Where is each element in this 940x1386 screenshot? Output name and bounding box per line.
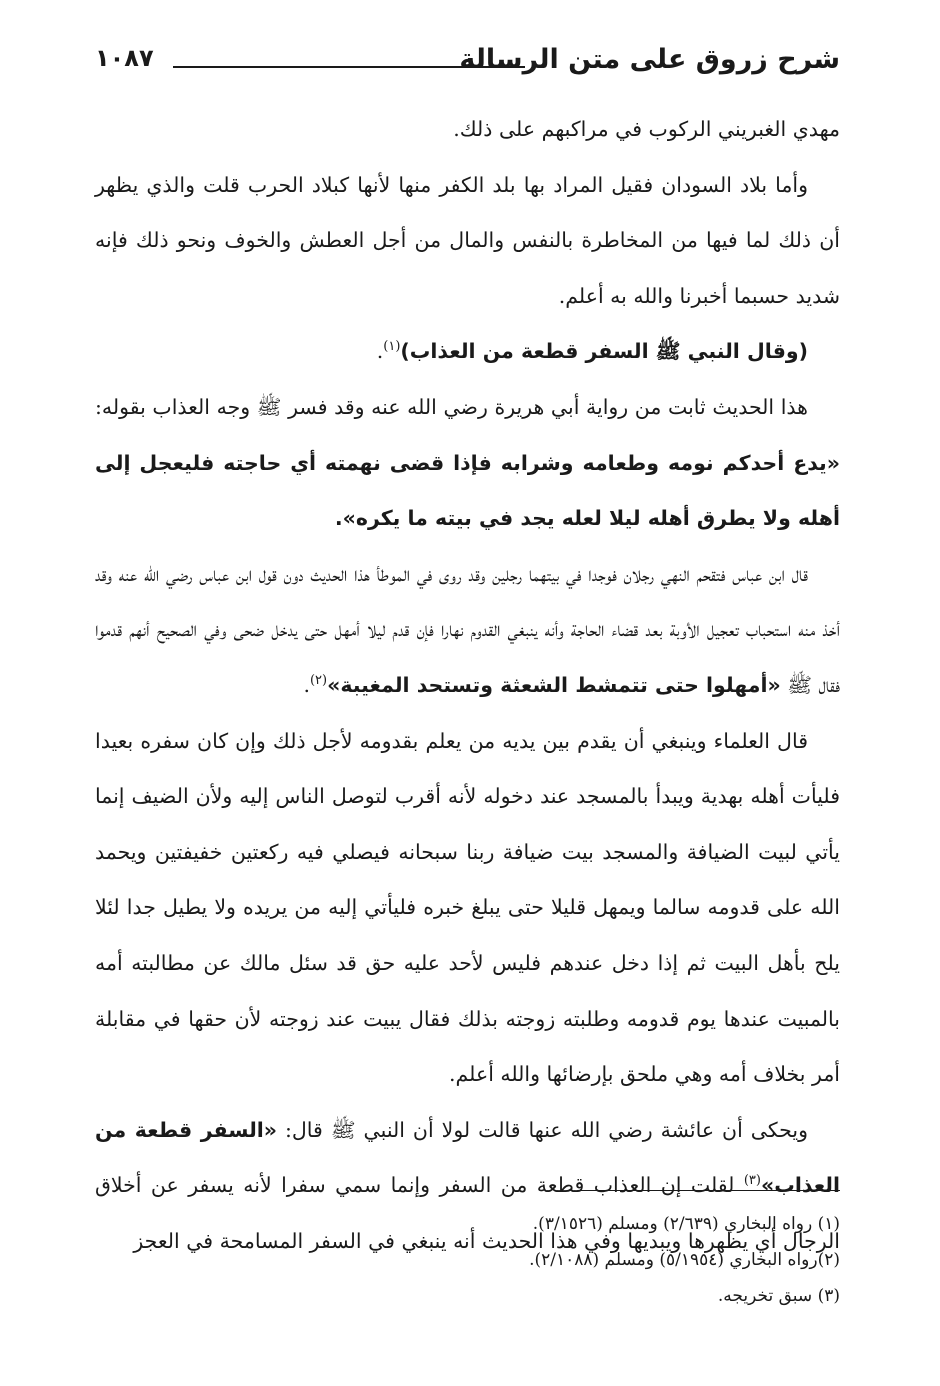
header-rule [173,66,525,68]
text-segment: . [376,339,384,364]
footnote-ref: (٢) [309,673,328,689]
hadith-quote: «يدع أحدكم نومه وطعامه وشرابه فإذا قضى نهمته أي حاجته فليعجل إلى أهله ولا يطرق أهله ليلا لعله يجد في بيته ما يكره». [95,450,840,531]
matn-quote [95,324,840,380]
running-header [95,38,840,88]
text-segment: هذا الحديث ثابت من رواية أبي هريرة رضي الله عنه وقد فسر ﷺ وجه العذاب بقوله: [95,394,808,419]
text-segment: ويحكى أن عائشة رضي الله عنها قالت لولا أن النبي ﷺ قال: [277,1117,808,1142]
hadith-quote: «السفر قطعة من العذاب» [95,1117,840,1198]
footnote-3: (٣) سبق تخريجه. [717,1286,840,1306]
page-number: ١٠٨٧ [95,44,154,72]
footnote-ref: (٣) [743,1173,761,1189]
paragraph [95,714,840,1103]
footnote-ref: (١) [383,339,401,355]
footnote-2: (٢)رواه البخاري (٥/١٩٥٤) ومسلم (٢/١٠٨٨). [529,1250,840,1270]
hadith-quote: «أمهلوا حتى تتمشط الشعثة وتستحد المغيبة» [327,672,781,697]
book-title: شرح زروق على متن الرسالة [459,44,840,75]
text-segment: لقلت إن العذاب قطعة من السفر وإنما سمي سفرا لأنه يسفر عن أخلاق الرجال أي يظهرها ويبديها وفي هذا الحديث أنه ينبغي في السفر المسامحة في العجز [95,1173,840,1253]
book-page [95,38,840,1358]
paragraph [95,547,840,714]
footnote-separator [578,1190,840,1191]
matn-text: (وقال النبي ﷺ السفر قطعة من العذاب) [400,339,808,364]
text-segment: مهدي الغبريني الركوب في مراكبهم على ذلك. [453,117,840,141]
footnote-1: (١) رواه البخاري (٢/٦٣٩) ومسلم (٣/١٥٢٦). [532,1214,840,1234]
text-segment: وأما بلاد السودان فقيل المراد بها بلد الكفر منها لأنها كبلاد الحرب قلت والذي يظهر أن ذلك لما فيها من المخاطرة بالنفس والمال من أجل العطش والخوف ونحو ذلك فإنه شديد حسبما أخبرنا والله به أعلم. [95,172,840,308]
text-segment: . [303,672,310,697]
footnotes [95,1206,840,1314]
text-segment: قال ابن عباس فتقحم النهي رجلان فوجدا في بيتهما رجلين وقد روى في الموطأ هذا الحديث دون قول ابن عباس رضي الله عنه وقد أخذ منه استحباب تعجيل الأوبة بعد قضاء الحاجة وأنه ينبغي القدوم نهارا فإن قدم ليلا أمهل حتى يدخل ضحى وفي الصحيح أنهم قدموا فقال ﷺ [95,561,840,697]
paragraph [95,158,840,325]
paragraph [95,380,840,547]
main-text [95,102,840,1269]
paragraph [95,102,840,158]
text-segment: قال العلماء وينبغي أن يقدم بين يديه من يعلم بقدومه لأجل ذلك وإن كان سفره بعيدا فليأت أهله بهدية ويبدأ بالمسجد عند دخوله لأنه أقرب لتوصل الناس إليه ولأن الضيف إنما يأتي لبيت الضيافة والمسجد بيت ضيافة ربنا سبحانه فيصلي فيه ركعتين خفيفتين ويحمد الله على قدومه سالما ويمهل قليلا حتى يبلغ خبره فليأتي إليه من يريده ولا يطيل جدا لئلا يلح بأهل البيت ثم إذا دخل عندهم فليس لأحد عليه حق قد سئل مالك عن مطالبته أمه بالمبيت عندها يوم قدومه وطلبته زوجته بذلك فقال يبيت عند زوجته لأن حقها في مقابلة أمر بخلاف أمه وهي ملحق بإرضائها والله أعلم. [95,728,840,1087]
